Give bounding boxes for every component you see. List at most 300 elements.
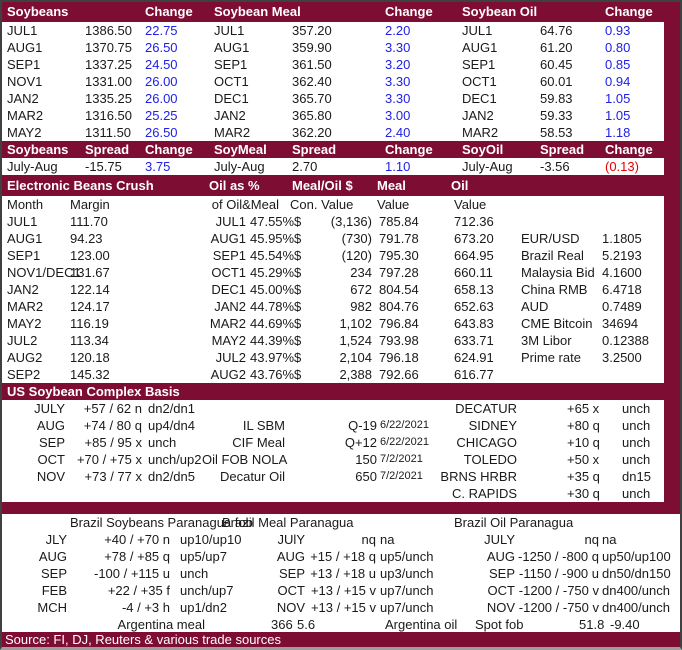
brazil-change: up7/unch	[380, 600, 434, 615]
price: 359.90	[292, 40, 332, 55]
meal-value: 793.98	[379, 333, 419, 348]
spread-value: -15.75	[85, 159, 122, 174]
spread-row	[209, 158, 457, 175]
basis-mid-label	[202, 485, 285, 502]
con-value: 234	[350, 265, 372, 280]
meal-value-header: Value	[377, 197, 410, 212]
basis-mid-date	[377, 400, 437, 417]
basis-mid-label: IL SBM	[242, 418, 285, 433]
price: 1331.00	[85, 74, 132, 89]
crush-month: AUG2	[7, 350, 43, 365]
futures-row	[209, 56, 457, 73]
price: 357.20	[292, 23, 332, 38]
brazil-change: up1/dn2	[180, 600, 227, 615]
oil-value: 643.83	[454, 316, 494, 331]
basis-mid-value: Q+12	[344, 435, 377, 450]
section-title: Soybeans	[7, 4, 69, 19]
right-border-strip	[664, 2, 680, 514]
oil-value: 664.95	[454, 248, 494, 263]
brazil-change: dn50/dn150	[602, 566, 671, 581]
argentina-footer-row	[2, 616, 666, 633]
basis-mid-value	[285, 400, 377, 417]
price: 1316.50	[85, 108, 132, 123]
rate-row	[521, 264, 649, 281]
contract-month: AUG1	[7, 40, 43, 55]
futures-row	[2, 107, 209, 124]
crush-margin: 113.34	[70, 333, 109, 348]
change-value: 26.50	[145, 125, 178, 140]
oil-value: 616.77	[454, 367, 494, 382]
basis-mid-value: 150	[355, 452, 377, 467]
con-value: 982	[350, 299, 372, 314]
basis-change: unch/up2	[148, 452, 202, 467]
rate-value: 34694	[602, 316, 639, 331]
price: 365.70	[292, 91, 332, 106]
spread-month: July-Aug	[7, 159, 58, 174]
change-value: 0.94	[605, 74, 631, 89]
oil-pct-value: 45.29%	[250, 265, 295, 280]
futures-row	[2, 73, 209, 90]
basis-title: US Soybean Complex Basis	[7, 384, 180, 399]
contract-month: JUL1	[214, 23, 245, 38]
futures-row	[457, 56, 666, 73]
rate-label: Brazil Real	[521, 248, 584, 263]
brazil-change: unch	[180, 566, 209, 581]
brazil-month: MCH	[37, 600, 67, 615]
futures-row	[457, 22, 666, 39]
brazil-row	[252, 565, 472, 582]
brazil-row	[2, 599, 252, 616]
price: 362.40	[292, 74, 332, 89]
price: 1311.50	[85, 125, 132, 140]
pct-month: MAR2	[209, 316, 246, 331]
price: 1370.75	[85, 40, 132, 55]
oil-value: 673.20	[454, 231, 494, 246]
basis-row	[2, 434, 680, 451]
price: 58.53	[540, 125, 573, 140]
spread-header-label: Spread	[540, 142, 585, 157]
brazil-bid: +13 / +15 v	[310, 583, 376, 598]
rate-label: AUD	[521, 299, 549, 314]
basis-bid	[65, 485, 142, 502]
change-header: Change	[605, 142, 653, 157]
contract-month: JUL1	[462, 23, 493, 38]
contract-month: OCT1	[462, 74, 497, 89]
brazil-bid: +78 / +85 q	[104, 549, 170, 564]
spread-value: 2.70	[292, 159, 318, 174]
crush-month: SEP1	[7, 248, 41, 263]
basis-month	[2, 485, 65, 502]
brazil-bid: +13 / +18 u	[310, 566, 376, 581]
change-value: 26.00	[145, 74, 178, 89]
brazil-change: up50/up100	[602, 549, 671, 564]
brazil-change: up7/unch	[380, 583, 434, 598]
brazil-month: SEP	[488, 566, 515, 581]
soymeal-spread-column	[209, 141, 457, 175]
crush-margin: 122.14	[70, 282, 110, 297]
pct-month: JAN2	[214, 299, 246, 314]
rates-rows	[521, 230, 649, 366]
basis-mid-value: Q-19	[348, 418, 377, 433]
oil-pct-value: 47.55%	[250, 214, 295, 229]
price: 365.80	[292, 108, 332, 123]
futures-row	[457, 124, 666, 141]
change-value: 3.20	[385, 57, 411, 72]
soybeans-column	[2, 2, 209, 141]
price: 361.50	[292, 57, 332, 72]
meal-value: 796.84	[379, 316, 419, 331]
rate-label: Prime rate	[521, 350, 581, 365]
oil-pct-value: 45.54%	[250, 248, 295, 263]
soybean-oil-header	[457, 2, 666, 22]
dollar-sign: $	[294, 265, 302, 280]
price: 64.76	[540, 23, 573, 38]
brazil-month: OCT	[487, 583, 515, 598]
crush-margin: 131.67	[70, 265, 110, 280]
crush-row	[2, 213, 680, 230]
spread-header-label: Spread	[292, 142, 337, 157]
change-value: 24.50	[145, 57, 178, 72]
brazil-meal-title: Brazil Meal Paranagua	[222, 515, 354, 530]
futures-section	[2, 2, 666, 141]
change-header: Change	[385, 4, 433, 19]
brazil-row	[2, 531, 252, 548]
basis-mid-date: 7/2/2021	[380, 453, 423, 465]
crush-month: SEP2	[7, 367, 41, 382]
basis-location-change: unch	[622, 486, 651, 501]
brazil-change: dn400/unch	[602, 600, 670, 615]
brazil-change: dn400/unch	[602, 583, 670, 598]
section-title: SoyMeal	[214, 142, 267, 157]
crush-month: JUL1	[7, 214, 38, 229]
oil-value: 633.71	[454, 333, 494, 348]
basis-mid-value	[285, 485, 377, 502]
section-title: Soybeans	[7, 142, 69, 157]
soybean-oil-rows	[457, 22, 666, 141]
oil-pct-value: 43.97%	[250, 350, 295, 365]
futures-row	[209, 107, 457, 124]
brazil-titles-row	[2, 514, 680, 531]
dollar-sign: $	[294, 282, 302, 297]
contract-month: MAR2	[462, 125, 499, 140]
price: 59.83	[540, 91, 573, 106]
section-title: Soybean Oil	[462, 4, 538, 19]
contract-month: DEC1	[462, 91, 497, 106]
brazil-row	[2, 582, 252, 599]
crush-margin: 94.23	[70, 231, 103, 246]
basis-month: OCT	[37, 452, 65, 467]
basis-mid-label: Oil FOB NOLA	[202, 452, 288, 467]
basis-row	[2, 417, 680, 434]
pct-month: JUL1	[215, 214, 246, 229]
section-title: Soybean Meal	[214, 4, 301, 19]
futures-row	[457, 73, 666, 90]
spread-header	[209, 141, 457, 158]
dollar-sign: $	[294, 350, 302, 365]
contract-month: JAN2	[462, 108, 494, 123]
change-value: 0.85	[605, 57, 631, 72]
change-value: 2.40	[385, 125, 411, 140]
change-header: Change	[385, 142, 433, 157]
basis-row	[2, 485, 680, 502]
basis-location-bid: +65 x	[567, 401, 600, 416]
rate-value: 0.7489	[602, 299, 642, 314]
brazil-oil-title: Brazil Oil Paranagua	[454, 515, 574, 530]
meal-value: 796.18	[379, 350, 419, 365]
brazil-oil-table	[472, 531, 671, 616]
spread-row	[2, 158, 209, 175]
spread-month: July-Aug	[214, 159, 265, 174]
basis-location-change: unch	[622, 418, 651, 433]
basis-location: BRNS HRBR	[440, 469, 517, 484]
spread-month: July-Aug	[462, 159, 513, 174]
price: 60.45	[540, 57, 573, 72]
crush-subheader-row	[2, 196, 666, 213]
contract-month: MAR2	[7, 108, 44, 123]
crush-margin: 111.70	[70, 214, 108, 229]
spread-change: 1.10	[385, 159, 411, 174]
meal-value: 791.78	[379, 231, 419, 246]
con-value: 672	[350, 282, 372, 297]
brazil-row	[252, 548, 472, 565]
futures-row	[2, 124, 209, 141]
basis-bid: +73 / 77 x	[84, 469, 142, 484]
brazil-bid: +22 / +35 f	[107, 583, 170, 598]
spot-fob-label: Spot fob	[475, 617, 524, 632]
basis-month: JULY	[34, 401, 65, 416]
change-value: 0.80	[605, 40, 631, 55]
basis-month: SEP	[38, 435, 65, 450]
spread-header-label: Spread	[85, 142, 130, 157]
basis-row	[2, 468, 680, 485]
pct-month: OCT1	[211, 265, 246, 280]
contract-month: JAN2	[214, 108, 246, 123]
price: 59.33	[540, 108, 573, 123]
rate-value: 3.2500	[602, 350, 642, 365]
spreads-section	[2, 141, 666, 175]
pct-month: DEC1	[211, 282, 246, 297]
spread-header	[457, 141, 666, 158]
crush-month: MAR2	[7, 299, 44, 314]
futures-row	[457, 90, 666, 107]
oil-pct-value: 45.95%	[250, 231, 295, 246]
oil-pct-value: 44.69%	[250, 316, 295, 331]
oil-value: 652.63	[454, 299, 494, 314]
rate-row	[521, 247, 649, 264]
futures-row	[209, 90, 457, 107]
dollar-sign: $	[294, 214, 302, 229]
change-value: 2.20	[385, 23, 411, 38]
oil-value: 624.91	[454, 350, 494, 365]
change-value: 1.18	[605, 125, 631, 140]
con-value: 1,102	[339, 316, 372, 331]
change-value: 1.05	[605, 91, 631, 106]
soyoil-spread-column	[457, 141, 666, 175]
basis-location: C. RAPIDS	[451, 486, 517, 501]
spread-value: -3.56	[540, 159, 570, 174]
brazil-row	[472, 582, 670, 599]
dollar-sign: $	[294, 316, 302, 331]
rate-value: 1.1805	[602, 231, 642, 246]
rate-row	[521, 349, 649, 366]
brazil-bid: +15 / +18 q	[310, 549, 376, 564]
oil-pct-value: 45.00%	[250, 282, 295, 297]
brazil-bid: -1200 / -750 v	[518, 600, 599, 615]
crush-title: Electronic Beans Crush	[7, 178, 154, 193]
rate-row	[521, 315, 649, 332]
meal-header: Meal	[377, 178, 406, 193]
brazil-row	[472, 565, 671, 582]
change-value: 0.93	[605, 23, 631, 38]
change-value: 1.05	[605, 108, 631, 123]
brazil-change: na	[380, 532, 395, 547]
spot-fob-change: -9.40	[610, 617, 640, 632]
rate-label: Malaysia Bid	[521, 265, 595, 280]
brazil-month: AUG	[486, 549, 515, 564]
dollar-sign: $	[294, 333, 302, 348]
con-value: (730)	[341, 231, 372, 246]
change-value: 25.25	[145, 108, 178, 123]
crush-month: NOV1/DEC1	[7, 265, 81, 280]
basis-mid-date: 7/2/2021	[380, 470, 423, 482]
basis-row	[2, 400, 680, 417]
change-header: Change	[145, 142, 193, 157]
basis-bid: +74 / 80 q	[83, 418, 142, 433]
soybeans-spread-column	[2, 141, 209, 175]
dollar-sign: $	[294, 367, 302, 382]
oil-value: 658.13	[454, 282, 494, 297]
brazil-change: up3/unch	[380, 566, 434, 581]
oil-pct-value: 43.76%	[250, 367, 295, 382]
price: 1386.50	[85, 23, 132, 38]
spread-header	[2, 141, 209, 158]
basis-mid-label	[202, 400, 285, 417]
brazil-bid: -1150 / -900 u	[519, 566, 599, 581]
basis-mid-date	[377, 485, 437, 502]
rate-label: China RMB	[521, 282, 588, 297]
futures-row	[2, 22, 209, 39]
rate-value: 6.4718	[602, 282, 642, 297]
argentina-meal-label: Argentina meal	[117, 617, 205, 632]
change-value: 3.00	[385, 108, 411, 123]
contract-month: NOV1	[7, 74, 43, 89]
price: 61.20	[540, 40, 573, 55]
price: 1335.25	[85, 91, 132, 106]
crush-margin: 124.17	[70, 299, 110, 314]
basis-row	[2, 451, 680, 468]
rate-row	[521, 230, 649, 247]
crush-month: MAY2	[7, 316, 42, 331]
oil-value: 712.36	[454, 214, 494, 229]
brazil-bid: -1200 / -750 v	[518, 583, 599, 598]
brazil-row	[2, 548, 252, 565]
oil-pct-header: Oil as %	[209, 178, 260, 193]
brazil-month: JULY	[484, 532, 515, 547]
price: 1337.25	[85, 57, 132, 72]
brazil-soybeans-table	[2, 531, 252, 616]
basis-change	[145, 485, 202, 502]
crush-month: AUG1	[7, 231, 43, 246]
brazil-bid: nq	[361, 532, 376, 547]
futures-row	[2, 56, 209, 73]
contract-month: JUL1	[7, 23, 38, 38]
contract-month: MAY2	[7, 125, 42, 140]
brazil-month: SEP	[40, 566, 67, 581]
crush-month: JAN2	[7, 282, 39, 297]
futures-row	[209, 39, 457, 56]
brazil-row	[472, 548, 671, 565]
dollar-sign: $	[294, 299, 302, 314]
basis-location-change: unch	[622, 401, 651, 416]
con-value: 1,524	[339, 333, 372, 348]
oil-pct-value: 44.39%	[250, 333, 295, 348]
brazil-month: FEB	[41, 583, 67, 598]
basis-month: NOV	[36, 469, 65, 484]
brazil-row	[2, 565, 252, 582]
crush-margin: 145.32	[70, 367, 110, 382]
brazil-month: AUG	[38, 549, 67, 564]
brazil-month: JUlY	[277, 532, 305, 547]
month-header: Month	[7, 197, 44, 212]
brazil-row	[472, 531, 664, 548]
basis-change: unch	[148, 435, 177, 450]
brazil-bid: +40 / +70 n	[104, 532, 170, 547]
rate-row	[521, 281, 649, 298]
source-text: Source: FI, DJ, Reuters & various trade sources	[5, 632, 281, 647]
soybean-meal-rows	[209, 22, 457, 141]
basis-change: up4/dn4	[148, 418, 195, 433]
basis-change: dn2/dn5	[148, 469, 195, 484]
basis-location-bid: +50 x	[567, 452, 600, 467]
contract-month: JAN2	[7, 91, 39, 106]
crush-row	[2, 366, 680, 383]
soybean-meal-column	[209, 2, 457, 141]
rate-value: 0.12388	[602, 333, 649, 348]
futures-row	[2, 39, 209, 56]
brazil-change: up5/up7	[180, 549, 227, 564]
oil-pct-value: 44.78%	[250, 299, 295, 314]
meal-value: 804.54	[379, 282, 419, 297]
change-value: 26.50	[145, 40, 178, 55]
brazil-bid: nq	[584, 532, 599, 547]
brazil-month: NOV	[276, 600, 305, 615]
con-value: 2,388	[339, 367, 372, 382]
meal-value: 785.84	[379, 214, 419, 229]
basis-mid-label: CIF Meal	[232, 435, 285, 450]
argentina-meal-value: 366	[271, 617, 293, 632]
basis-bid: +57 / 62 n	[83, 401, 142, 416]
rate-label: 3M Libor	[521, 333, 572, 348]
brazil-tables	[2, 531, 671, 616]
futures-row	[457, 107, 666, 124]
rate-row	[521, 332, 649, 349]
spot-fob-value: 51.8	[579, 617, 605, 632]
basis-mid-label: Decatur Oil	[219, 469, 285, 484]
brazil-bid: +13 / +15 v	[310, 600, 376, 615]
brazil-bid: -100 / +115 u	[93, 566, 170, 581]
contract-month: SEP1	[214, 57, 248, 72]
pct-month: SEP1	[212, 248, 246, 263]
change-value: 3.30	[385, 74, 411, 89]
pct-month: JUL2	[215, 350, 246, 365]
soybean-oil-column	[457, 2, 666, 141]
brazil-month: AUG	[276, 549, 305, 564]
basis-location: CHICAGO	[456, 435, 517, 450]
brazil-month: JLY	[45, 532, 67, 547]
price: 362.20	[292, 125, 332, 140]
contract-month: MAR2	[214, 125, 251, 140]
con-value: 2,104	[339, 350, 372, 365]
